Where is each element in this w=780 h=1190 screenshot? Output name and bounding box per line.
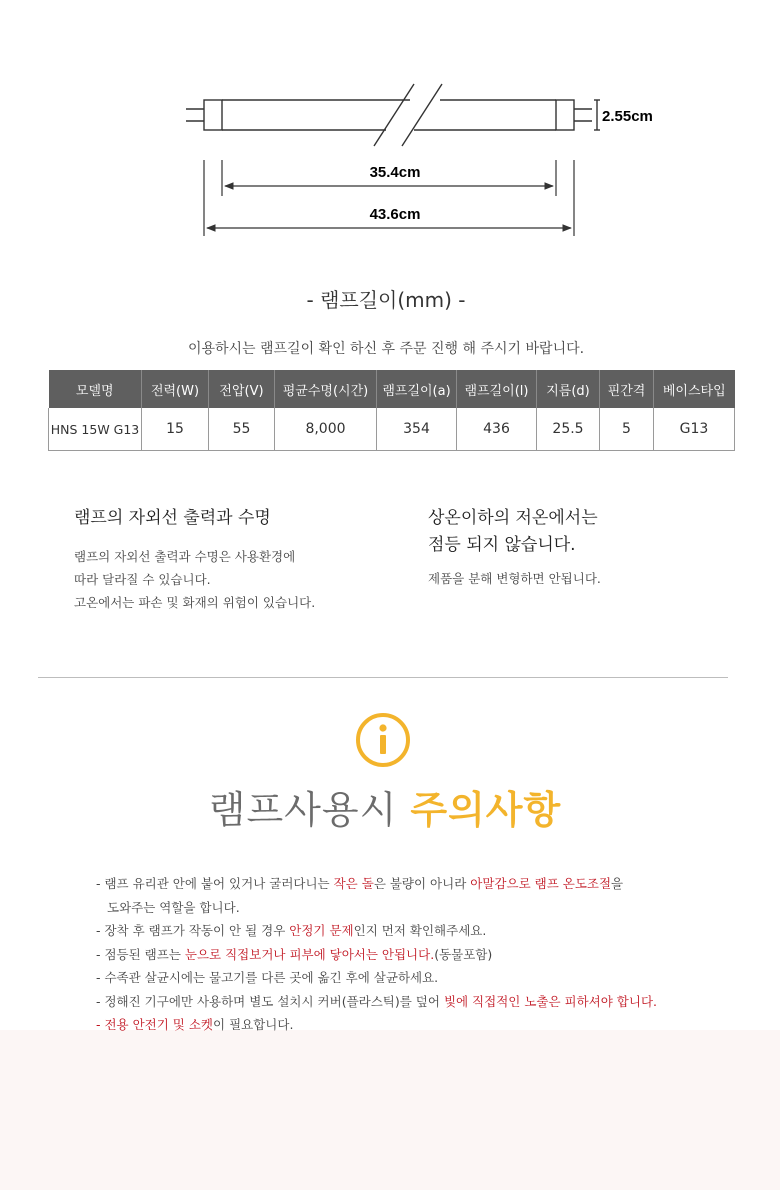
table-row <box>49 408 735 451</box>
column-header: 모델명 <box>49 370 142 408</box>
table-cell: 5 <box>600 408 654 451</box>
uv-output-body <box>74 545 315 614</box>
low-temperature-body: 제품을 분해 변형하면 안됩니다. <box>428 571 601 586</box>
uv-output-title: 램프의 자외선 출력과 수명 <box>74 508 271 528</box>
low-temperature-title-line: 점등 되지 않습니다. <box>428 535 576 555</box>
caution-text: 은 불량이 아니라 <box>373 876 471 891</box>
column-header: 전압(V) <box>209 370 275 408</box>
caution-item <box>96 919 736 943</box>
caution-warning-text: 아말감으로 램프 온도조절 <box>470 876 612 891</box>
table-cell: 25.5 <box>537 408 600 451</box>
caution-item <box>96 990 736 1014</box>
uv-body-line: 고온에서는 파손 및 화재의 위험이 있습니다. <box>74 595 316 610</box>
info-circle-icon <box>355 712 411 768</box>
lamp-tube <box>186 84 600 146</box>
caution-text: 이 필요합니다. <box>213 1017 294 1032</box>
column-header: 평균수명(시간) <box>275 370 377 408</box>
caution-list <box>96 872 736 1037</box>
uv-body-line: 램프의 자외선 출력과 수명은 사용환경에 <box>74 549 296 564</box>
column-header: 램프길이(l) <box>457 370 537 408</box>
caution-item-continued: 도와주는 역할을 합니다. <box>107 899 240 915</box>
caution-warning-text: 눈으로 직접보거나 피부에 닿아서는 안됩니다. <box>184 946 435 962</box>
diameter-label: 2.55cm <box>602 108 653 125</box>
caution-text: - 점등된 램프는 <box>96 946 185 962</box>
caution-warning-text: 빛에 직접적인 노출은 피하셔야 합니다. <box>443 993 658 1009</box>
caution-heading <box>0 784 770 836</box>
column-header: 전력(W) <box>142 370 209 408</box>
table-cell: 436 <box>457 408 537 451</box>
table-cell: 15 <box>142 408 209 451</box>
column-header: 베이스타입 <box>654 370 735 408</box>
lamp-dimension-diagram <box>0 0 780 250</box>
caution-text: (동물포함) <box>434 946 493 962</box>
lamp-length-heading: - 램프길이(mm) - <box>306 288 466 312</box>
caution-warning-text: - 전용 안전기 및 소켓 <box>96 1017 214 1032</box>
caution-item: - 수족관 살균시에는 물고기를 다른 곳에 옮긴 후에 살균하세요. <box>96 970 439 985</box>
total-length-label: 43.6cm <box>369 206 421 223</box>
table-cell: G13 <box>654 408 735 451</box>
caution-item <box>96 943 736 967</box>
caution-text: 인지 먼저 확인해주세요. <box>353 923 487 938</box>
table-cell: HNS 15W G13 <box>49 408 142 451</box>
column-header: 램프길이(a) <box>377 370 457 408</box>
caution-text: - 램프 유리관 안에 붙어 있거나 굴러다니는 <box>96 876 334 891</box>
caution-warning-text: 작은 돌 <box>333 876 374 891</box>
inner-length-label: 35.4cm <box>369 164 421 181</box>
low-temperature-title <box>428 505 598 559</box>
section-divider <box>38 677 728 678</box>
table-header-row <box>49 370 735 408</box>
low-temperature-title-line: 상온이하의 저온에서는 <box>428 508 598 528</box>
column-header: 지름(d) <box>537 370 600 408</box>
table-cell: 354 <box>377 408 457 451</box>
caution-heading-highlight: 주의사항 <box>410 788 562 832</box>
uv-body-line: 따라 달라질 수 있습니다. <box>74 572 211 587</box>
caution-warning-text: 안정기 문제 <box>289 923 354 938</box>
caution-heading-prefix: 램프사용시 <box>208 788 398 832</box>
table-cell: 8,000 <box>275 408 377 451</box>
caution-text: - 정해진 기구에만 사용하며 별도 설치시 커버(플라스틱)를 덮어 <box>96 993 444 1009</box>
bottom-background-band <box>0 1030 780 1190</box>
caution-text: - 장착 후 램프가 작동이 안 될 경우 <box>96 923 290 938</box>
table-cell: 55 <box>209 408 275 451</box>
caution-item <box>96 1013 736 1037</box>
spec-table <box>48 370 735 451</box>
lamp-length-note: 이용하시는 램프길이 확인 하신 후 주문 진행 해 주시기 바랍니다. <box>187 341 585 357</box>
caution-item <box>96 872 736 896</box>
column-header: 핀간격 <box>600 370 654 408</box>
caution-text: 을 <box>611 876 624 891</box>
